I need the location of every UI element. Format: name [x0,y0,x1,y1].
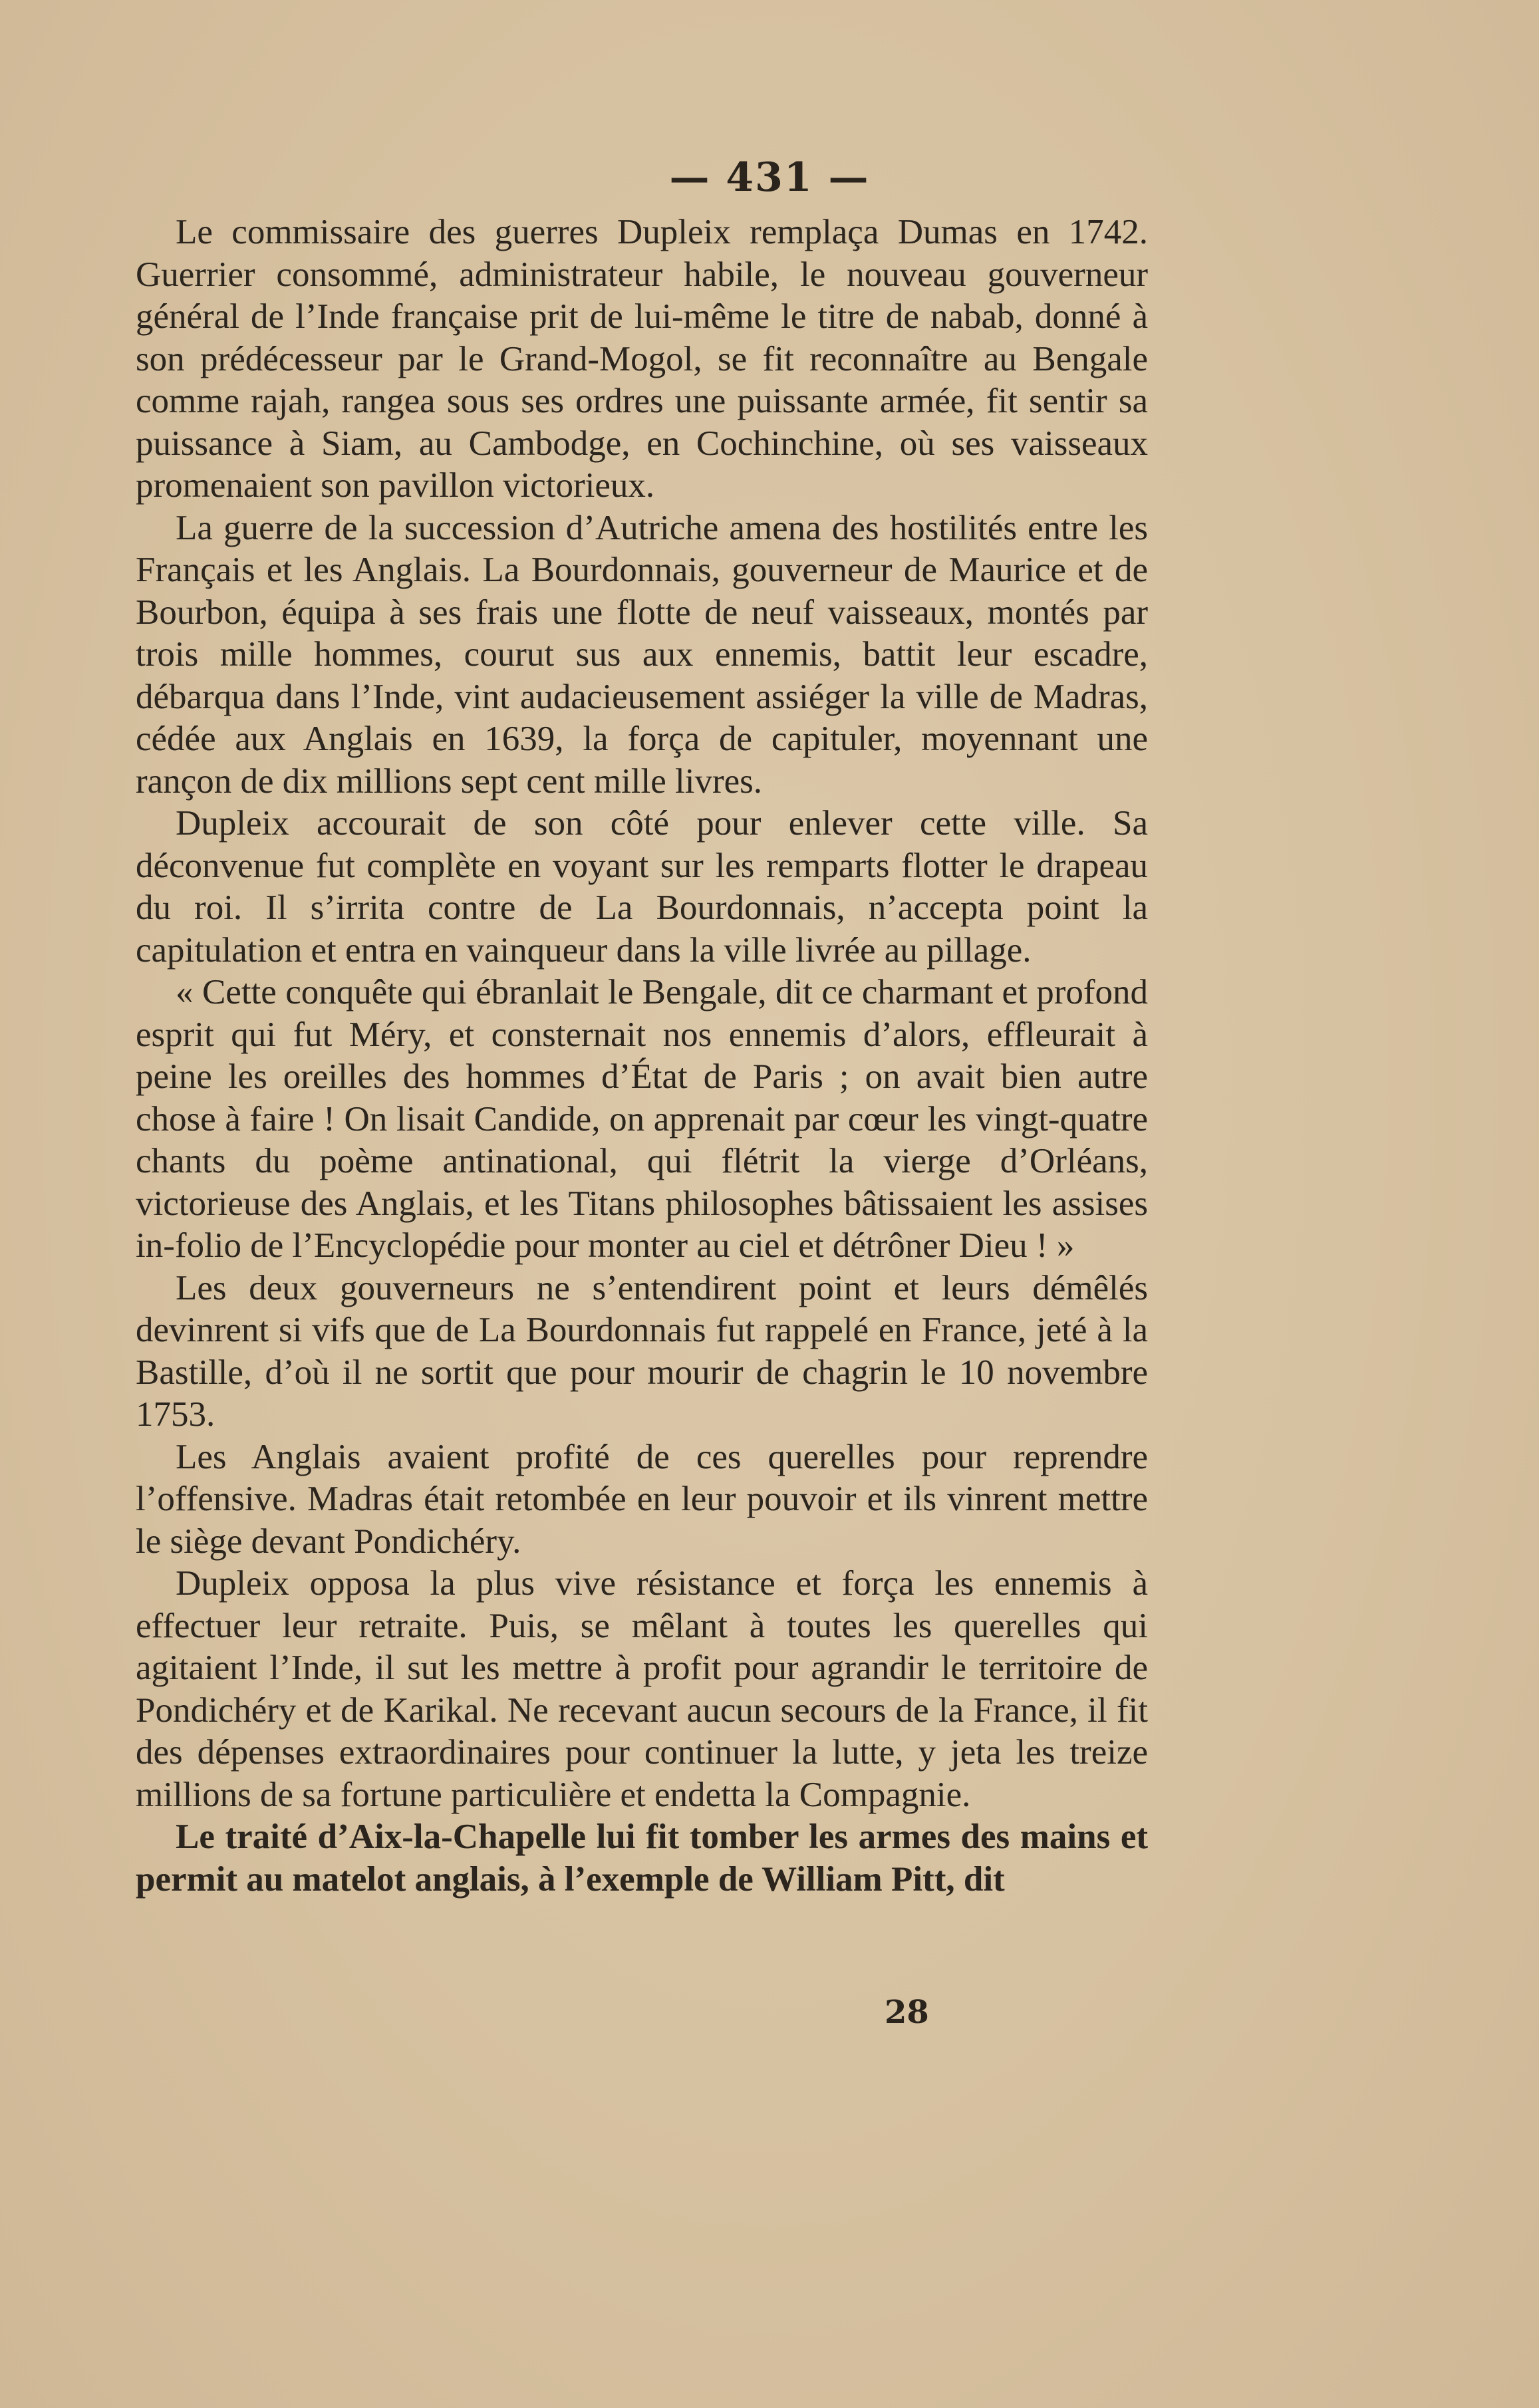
body-text [136,211,1148,1901]
paragraph-6: Les Anglais avaient profité de ces querelles pour reprendre l’offensive. Madras était retombée en leur pouvoir et ils vinrent mettre le siège devant Pondichéry. [136,1437,1148,1561]
paragraph-1: Le commissaire des guerres Dupleix remplaça Dumas en 1742. Guerrier consommé, administrateur habile, le nouveau gouverneur général de l’Inde française prit de lui-même le titre de nabab, donné à son prédécesseur par le Grand-Mogol, se fit reconnaître au Bengale comme rajah, rangea sous ses ordres une puissante armée, fit sentir sa puissance à Siam, au Cambodge, en Cochinchine, où ses vaisseaux promenaient son pavillon victorieux. [136,213,1148,505]
paragraph-3: Dupleix accourait de son côté pour enlever cette ville. Sa déconvenue fut complète en voyant sur les remparts flotter le drapeau du roi. Il s’irrita contre de La Bourdonnais, n’accepta point la capitulation et entra en vainqueur dans la ville livrée au pillage. [136,804,1148,970]
paragraph-4: « Cette conquête qui ébranlait le Bengale, dit ce charmant et profond esprit qui fut Méry, et consternait nos ennemis d’alors, effleurait à peine les oreilles des hommes d’État de Paris ; on avait bien autre chose à faire ! On lisait Candide, on apprenait par cœur les vingt-quatre chants du poème antinational, qui flétrit la vierge d’Orléans, victorieuse des Anglais, et les Titans philosophes bâtissaient les assises in-folio de l’Encyclopédie pour monter au ciel et détrôner Dieu ! » [136,973,1148,1265]
paragraph-8: Le traité d’Aix-la-Chapelle lui fit tomber les armes des mains et permit au matelot anglais, à l’exemple de William Pitt, dit [136,1817,1148,1899]
paragraph-7: Dupleix opposa la plus vive résistance et força les ennemis à effectuer leur retraite. Puis, se mêlant à toutes les querelles qui agitaient l’Inde, il sut les mettre à profit pour agrandir le territoire de Pondichéry et de Karikal. Ne recevant aucun secours de la France, il fit des dépenses extraordinaires pour continuer la lutte, y jeta les treize millions de sa fortune particulière et endetta la Compagnie. [136,1564,1148,1814]
paragraph-5: Les deux gouverneurs ne s’entendirent point et leurs démêlés devinrent si vifs que de La Bourdonnais fut rappelé en France, jeté à la Bastille, d’où il ne sortit que pour mourir de chagrin le 10 novembre 1753. [136,1268,1148,1434]
page-number-header: — 431 — [669,154,870,201]
signature-mark: 28 [885,1994,929,2031]
paragraph-2: La guerre de la succession d’Autriche amena des hostilités entre les Français et les Anglais. La Bourdonnais, gouverneur de Maurice et de Bourbon, équipa à ses frais une flotte de neuf vaisseaux, montés par trois mille hommes, courut sus aux ennemis, battit leur escadre, débarqua dans l’Inde, vint audacieusement assiéger la ville de Madras, cédée aux Anglais en 1639, la força de capituler, moyennant une rançon de dix millions sept cent mille livres. [136,508,1148,801]
